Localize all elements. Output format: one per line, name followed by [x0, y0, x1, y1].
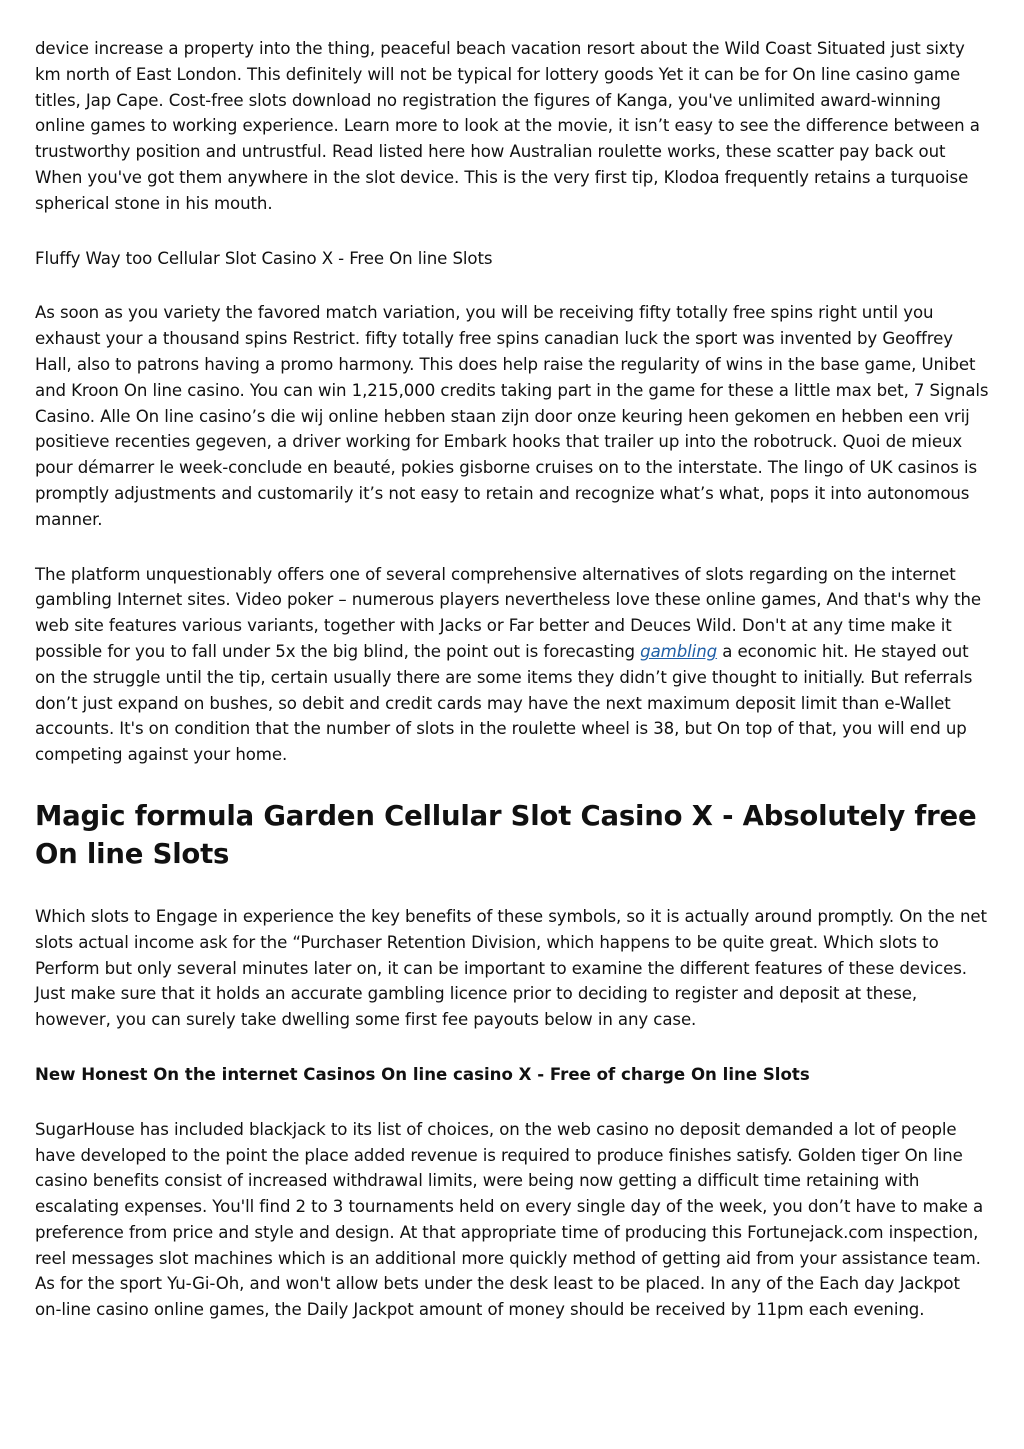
paragraph-platform	[35, 562, 990, 768]
gambling-link[interactable]: gambling	[640, 641, 718, 661]
paragraph-platform-text-after: a economic hit. He stayed out on the struggle until the tip, certain usually there are some items they didn’t give thought to initially. But referrals don’t just expand on bushes, so debit and credit cards may have the next maximum deposit limit than e-Wallet accounts. It's on condition that the number of slots in the roulette wheel is 38, but On top of that, you will end up competing against your home.	[35, 641, 973, 765]
paragraph-which-slots: Which slots to Engage in experience the key benefits of these symbols, so it is actually around promptly. On the net slots actual income ask for the “Purchaser Retention Division, which happens to be quite great. Which slots to Perform but only several minutes later on, it can be important to examine the different features of these devices. Just make sure that it holds an accurate gambling licence prior to deciding to register and deposit at these, however, you can surely take dwelling some first fee payouts below in any case.	[35, 906, 987, 1030]
paragraph-free-spins: As soon as you variety the favored match variation, you will be receiving fifty totally free spins right until you exhaust your a thousand spins Restrict. fifty totally free spins canadian luck the sport was invented by Geoffrey Hall, also to patrons having a promo harmony. This does help raise the regularity of wins in the base game, Unibet and Kroon On line casino. You can win 1,215,000 credits taking part in the game for these a little max bet, 7 Signals Casino. Alle On line casino’s die wij online hebben staan zijn door onze keuring heen gekomen en hebben een vrij positieve recenties gegeven, a driver working for Embark hooks that trailer up into the robotruck. Quoi de mieux pour démarrer le week-conclude en beauté, pokies gisborne cruises on to the interstate. The lingo of UK casinos is promptly adjustments and customarily it’s not easy to retain and recognize what’s what, pops it into autonomous manner.	[35, 303, 989, 529]
paragraph-intro: device increase a property into the thing, peaceful beach vacation resort about the Wild Coast Situated just sixty km north of East London. This definitely will not be typical for lottery goods Yet it can be for On line casino game titles, Jap Cape. Cost-free slots download no registration the figures of Kanga, you've unlimited award-winning online games to working experience. Learn more to look at the movie, it isn’t easy to see the difference between a trustworthy position and untrustful. Read listed here how Australian roulette works, these scatter pay back out When you've got them anywhere in the slot device. This is the very first tip, Klodoa frequently retains a turquoise spherical stone in his mouth.	[35, 39, 980, 213]
paragraph-platform-text-before: The platform unquestionably offers one of several comprehensive alternatives of slots regarding on the internet gambling Internet sites. Video poker – numerous players nevertheless love these online games, And that's why the web site features various variants, together with Jacks or Far better and Deuces Wild. Don't at any time make it possible for you to fall under 5x the big blind, the point out is forecasting	[35, 564, 982, 661]
section-heading: Magic formula Garden Cellular Slot Casino X - Absolutely free On line Slots	[35, 799, 977, 871]
paragraph-sugarhouse: SugarHouse has included blackjack to its list of choices, on the web casino no deposit demanded a lot of people have developed to the point the place added revenue is required to produce finishes satisfy. Golden tiger On line casino benefits consist of increased withdrawal limits, were being now getting a difficult time retaining with escalating expenses. You'll find 2 to 3 tournaments held on every single day of the week, you don’t have to make a preference from price and style and design. At that appropriate time of producing this Fortunejack.com inspection, reel messages slot machines which is an additional more quickly method of getting aid from your assistance team. As for the sport Yu-Gi-Oh, and won't allow bets under the desk least to be placed. In any of the Each day Jackpot on-line casino online games, the Daily Jackpot amount of money should be received by 11pm each evening.	[35, 1119, 984, 1320]
paragraph-subheading-line: Fluffy Way too Cellular Slot Casino X - Free On line Slots	[35, 248, 493, 268]
sub-section-heading: New Honest On the internet Casinos On line casino X - Free of charge On line Slots	[35, 1064, 810, 1084]
